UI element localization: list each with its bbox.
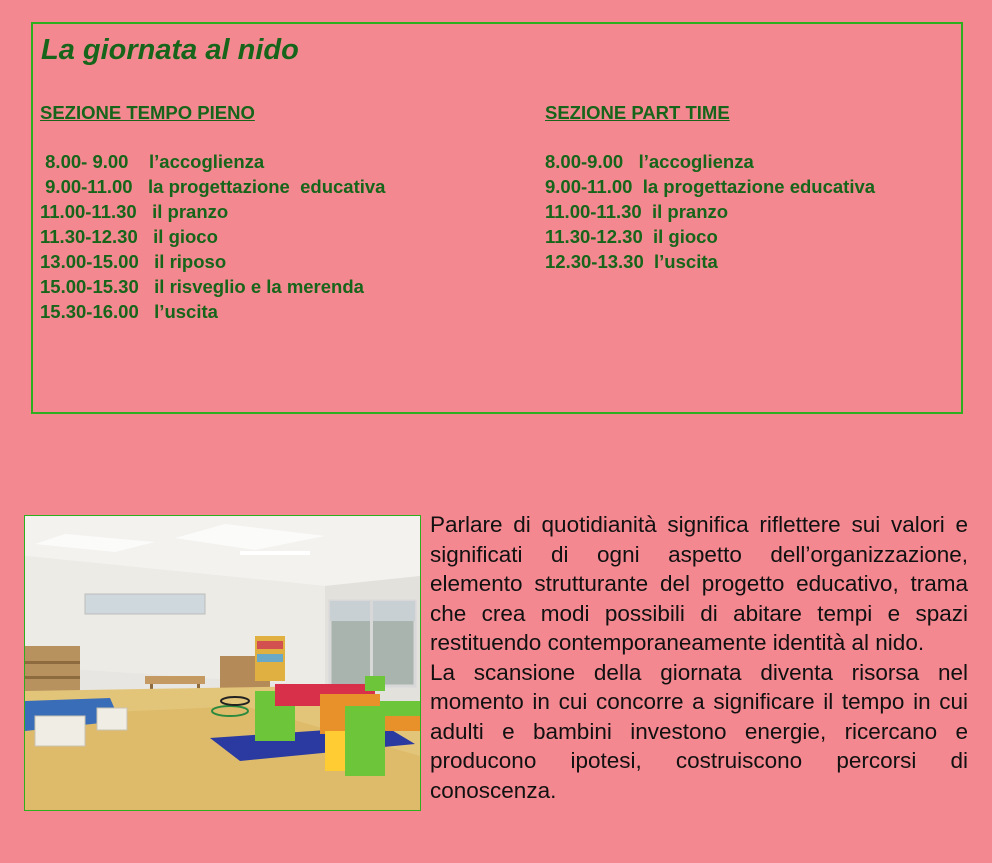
full-time-heading: SEZIONE TEMPO PIENO <box>40 102 255 123</box>
schedule-row: 8.00-9.00 l’accoglienza <box>545 151 754 172</box>
schedule-row: 9.00-11.00 la progettazione educativa <box>545 176 876 197</box>
description-text <box>430 510 968 805</box>
schedule-row: 9.00-11.00 la progettazione educativa <box>40 176 386 197</box>
schedule-row: 8.00- 9.00 l’accoglienza <box>40 151 265 172</box>
schedule-row: 13.00-15.00 il riposo <box>40 251 227 272</box>
classroom-photo <box>24 515 421 811</box>
page-title: La giornata al nido <box>41 34 299 66</box>
description-paragraph-1: Parlare di quotidianità significa riflettere sui valori e significati di ogni aspetto dell’organizzazione, elemento strutturante del progetto educativo, trama che crea modi possibili di abitare tempi e spazi restituendo contemporaneamente identità al nido. <box>430 512 968 655</box>
part-time-section <box>545 102 955 274</box>
full-time-section <box>40 102 520 324</box>
schedule-row: 11.30-12.30 il gioco <box>40 226 218 247</box>
schedule-row: 15.30-16.00 l’uscita <box>40 301 218 322</box>
part-time-heading: SEZIONE PART TIME <box>545 102 730 123</box>
classroom-illustration <box>25 516 420 810</box>
schedule-row: 11.00-11.30 il pranzo <box>545 201 729 222</box>
schedule-row: 15.00-15.30 il risveglio e la merenda <box>40 276 364 297</box>
schedule-row: 12.30-13.30 l’uscita <box>545 251 718 272</box>
description-paragraph-2: La scansione della giornata diventa risorsa nel momento in cui concorre a significare il tempo in cui adulti e bambini investono energie, ricercano e producono ipotesi, costruiscono percorsi di conoscenza. <box>430 659 968 803</box>
schedule-row: 11.30-12.30 il gioco <box>545 226 718 247</box>
schedule-box <box>31 22 963 414</box>
schedule-row: 11.00-11.30 il pranzo <box>40 201 229 222</box>
